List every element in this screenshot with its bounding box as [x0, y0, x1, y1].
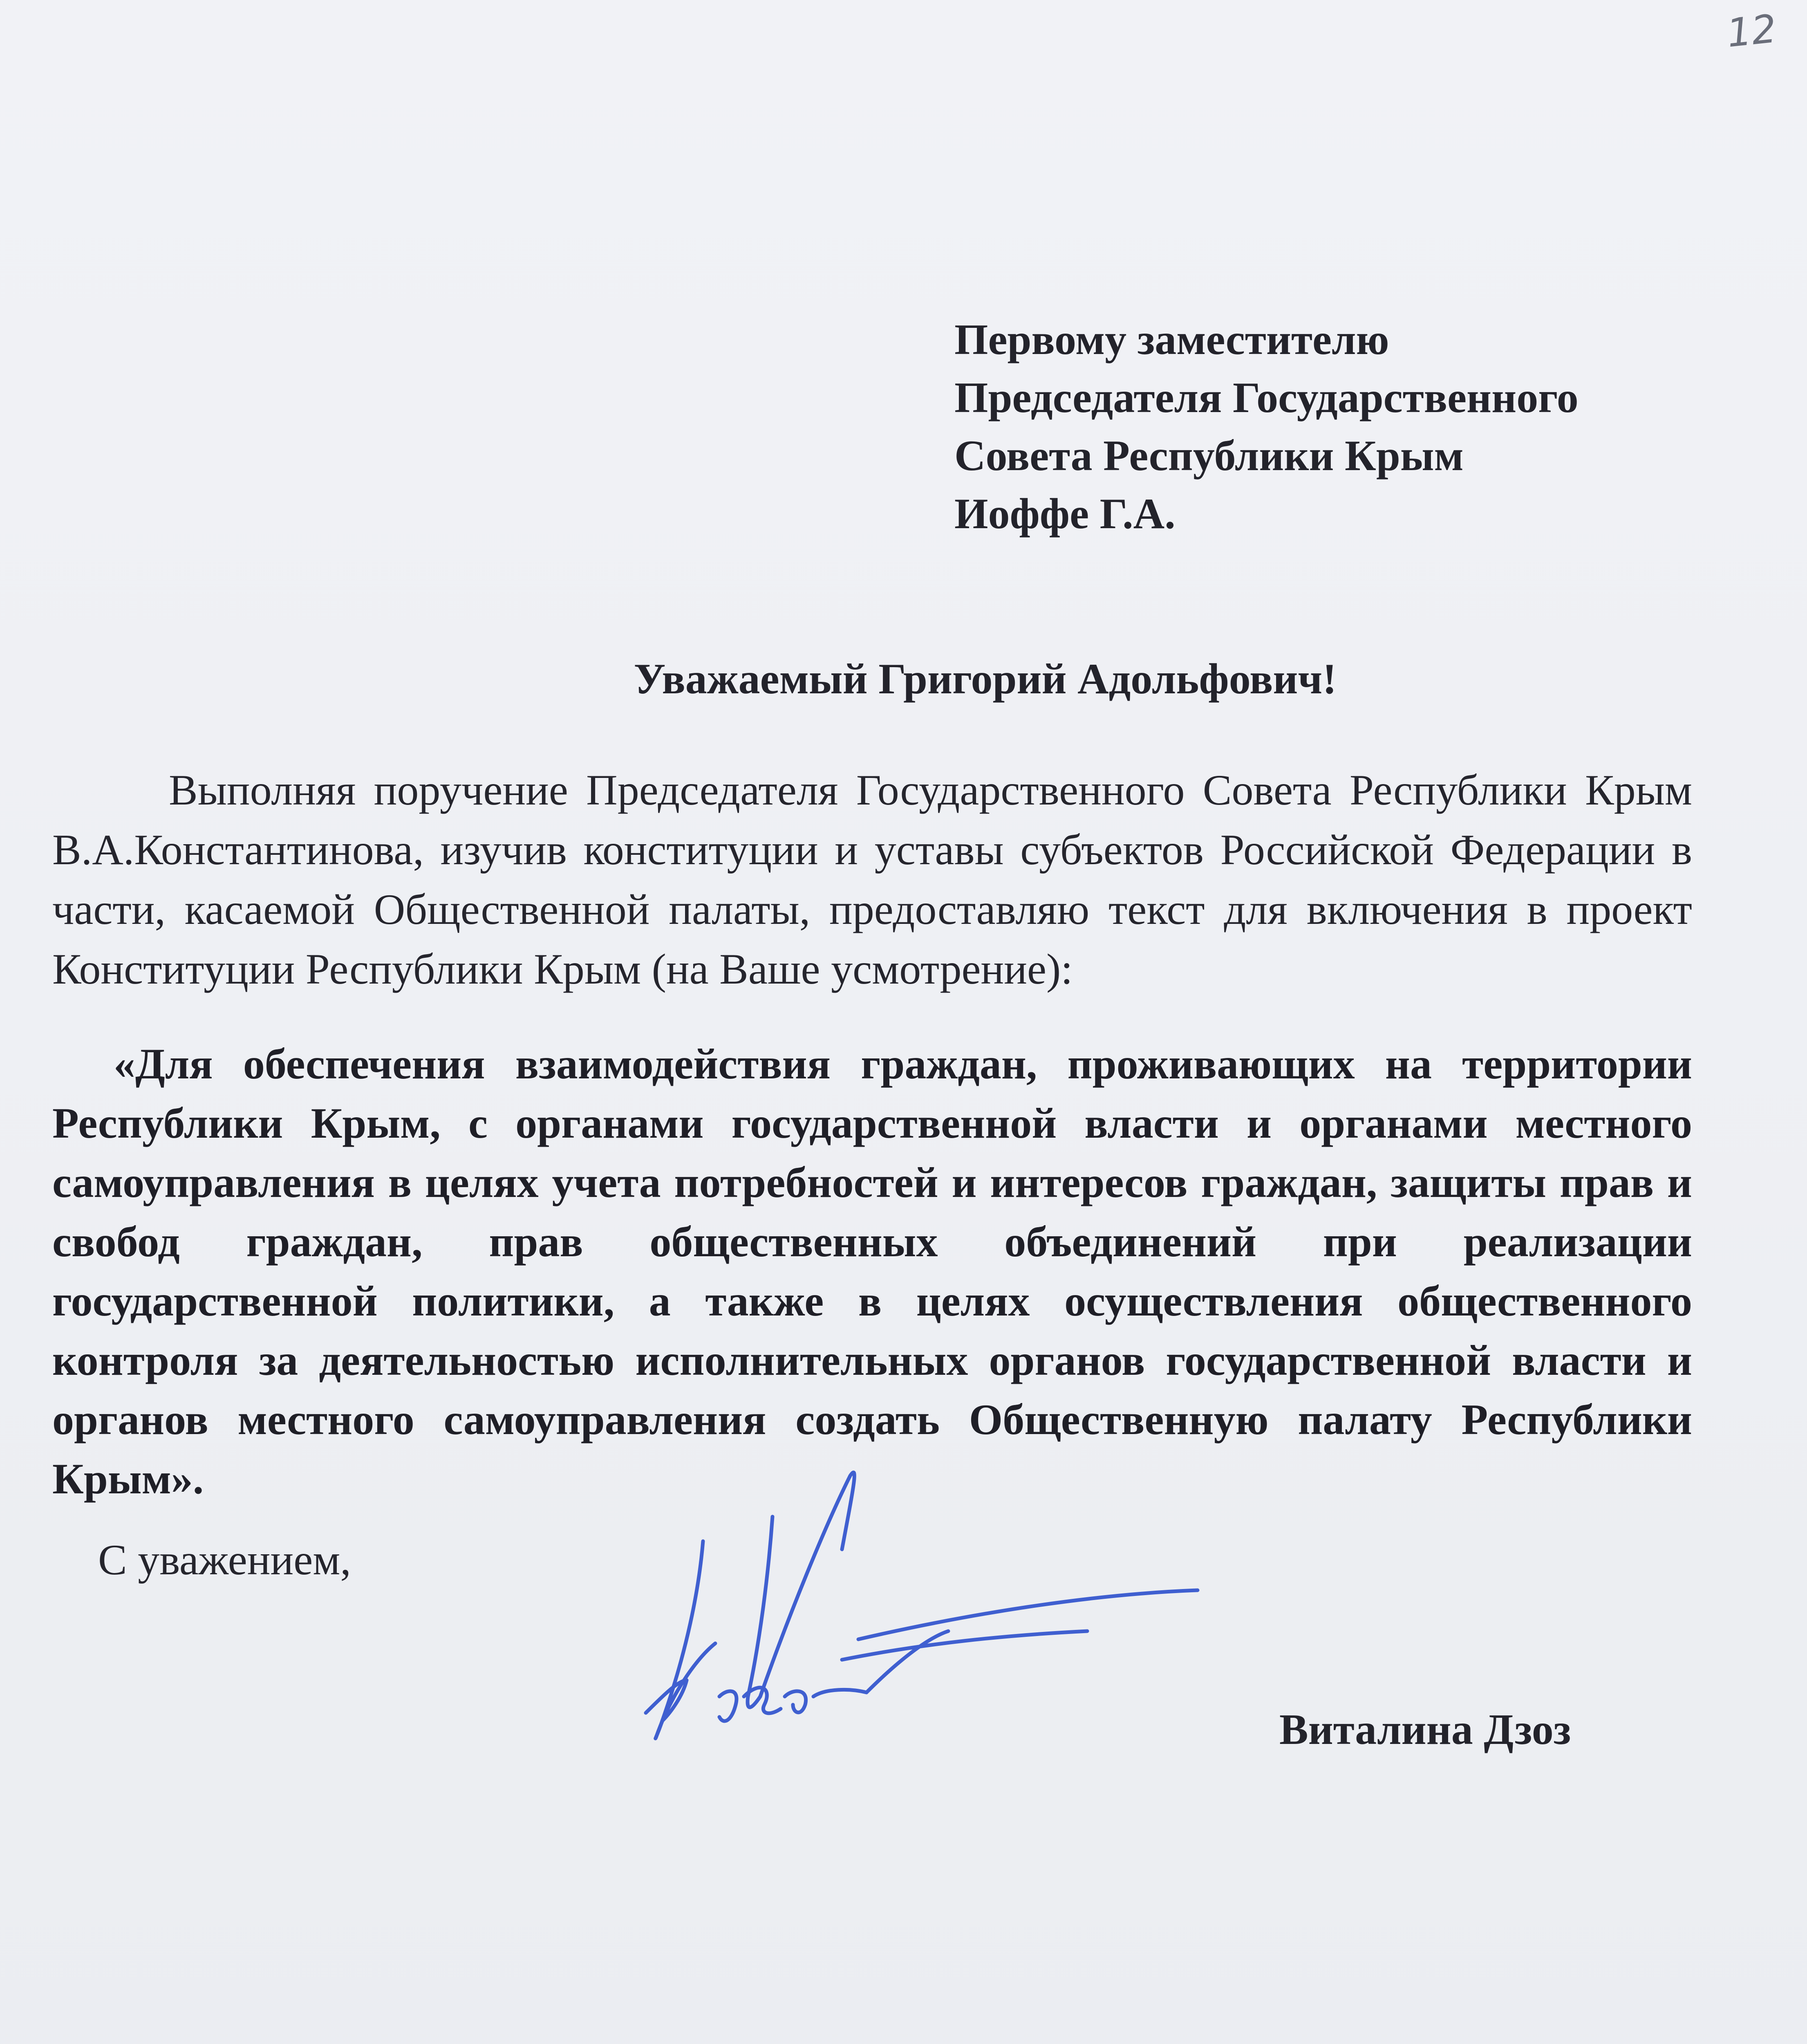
signature-stroke: [748, 1517, 773, 1707]
quoted-proposal-paragraph: «Для обеспечения взаимодействия граждан, проживающих на территории Республики Крым, с органами государственной власти и органами местного самоуправления в целях учета потребностей и интересов граждан, защиты прав и свобод граждан, прав общественных объединений при реализации государственной политики, а также в целях осуществления общественного контроля за деятельностью исполнительных органов государственной власти и органов местного самоуправления создать Общественную палату Республики Крым».: [52, 1040, 1692, 1503]
addressee-line: Иоффе Г.А.: [954, 490, 1176, 538]
addressee-line: Первому заместителю: [954, 316, 1389, 363]
signature-stroke: [719, 1691, 737, 1721]
handwritten-signature: [638, 1468, 1308, 1778]
addressee-line: Председателя Государственного: [954, 374, 1579, 421]
addressee-block: [954, 311, 1731, 543]
signature-stroke: [858, 1590, 1198, 1639]
signature-stroke: [867, 1631, 948, 1692]
signature-stroke: [656, 1643, 715, 1737]
signature-stroke: [785, 1691, 806, 1712]
signature-stroke: [656, 1541, 703, 1739]
addressee-line: Совета Республики Крым: [954, 432, 1464, 480]
body-paragraph: Выполняя поручение Председателя Государственного Совета Республики Крым В.А.Константинова, изучив конституции и уставы субъектов Российской Федерации в части, касаемой Общественной палаты, предоставляю текст для включения в проект Конституции Республики Крым (на Ваше усмотрение):: [52, 766, 1692, 993]
salutation: Уважаемый Григорий Адольфович!: [634, 655, 1337, 703]
signer-name: Виталина Дзоз: [1279, 1706, 1571, 1753]
signature-stroke: [813, 1690, 867, 1697]
signature-stroke: [760, 1472, 854, 1697]
closing-phrase: С уважением,: [98, 1536, 351, 1584]
page-number: 12: [1724, 6, 1779, 56]
